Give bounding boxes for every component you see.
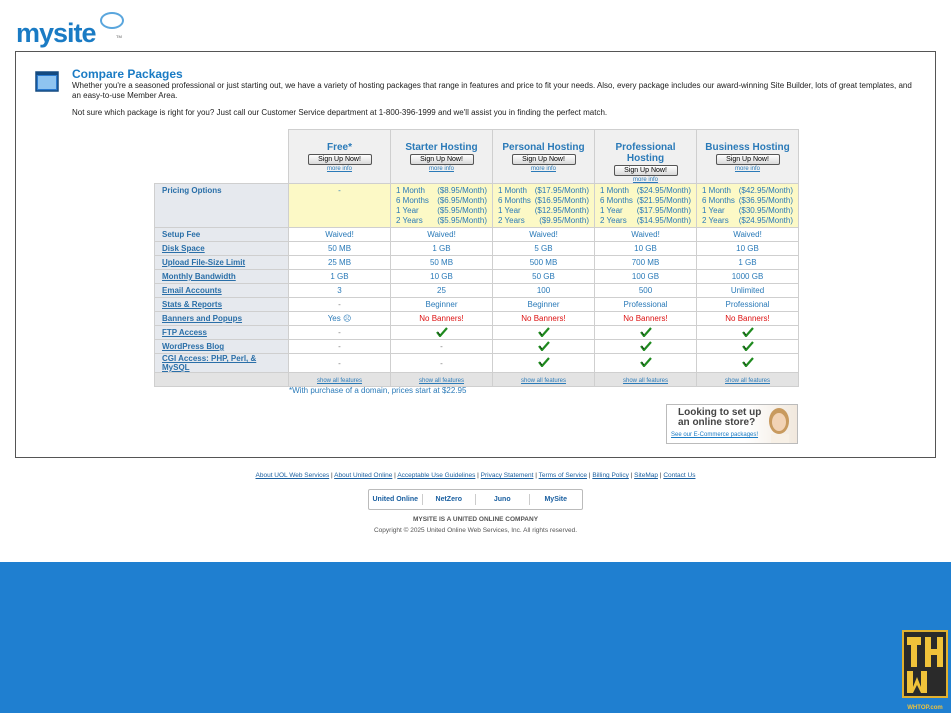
price-term: 1 Year [600, 206, 623, 215]
feature-value: - [289, 298, 391, 312]
price-amount: ($12.95/Month) [534, 206, 589, 215]
feature-value: 1 GB [697, 256, 799, 270]
footer-link-billing[interactable]: Billing Policy [592, 472, 629, 479]
feature-value: 1000 GB [697, 270, 799, 284]
watermark-text: WHTOP.com [907, 705, 943, 711]
feature-row [155, 256, 799, 270]
window-icon [34, 69, 60, 95]
price-amount: ($5.95/Month) [437, 216, 487, 225]
feature-label[interactable]: Disk Space [155, 242, 289, 256]
feature-label[interactable]: Upload File-Size Limit [155, 256, 289, 270]
feature-value: No Banners! [595, 312, 697, 326]
price-cell-business [697, 184, 799, 228]
feature-value: - [289, 340, 391, 354]
feature-value: 1 GB [391, 242, 493, 256]
price-amount: ($21.95/Month) [636, 196, 691, 205]
feature-value [595, 354, 697, 373]
checkmark-icon [742, 327, 754, 337]
more-info-link[interactable]: more info [326, 166, 352, 172]
feature-value [697, 340, 799, 354]
feature-value: 100 GB [595, 270, 697, 284]
help-text: Not sure which package is right for you? Just call our Customer Service department at 1-800-396-1999 and we'll assist you in finding the perfect match. [72, 108, 608, 117]
page-title: Compare Packages [72, 67, 183, 81]
checkmark-icon [538, 327, 550, 337]
feature-value: Waived! [493, 228, 595, 242]
price-amount: ($9.95/Month) [539, 216, 589, 225]
price-cell-personal [493, 184, 595, 228]
show-all-features-link[interactable]: show all features [520, 378, 567, 384]
checkmark-icon [436, 327, 448, 337]
price-amount: ($6.95/Month) [437, 196, 487, 205]
price-term: 2 Years [498, 216, 525, 225]
feature-value: Waived! [289, 228, 391, 242]
price-term: 1 Month [600, 186, 629, 195]
more-info-link[interactable]: more info [632, 177, 658, 183]
domain-price-note: *With purchase of a domain, prices start at $22.95 [289, 386, 467, 395]
show-all-features-link[interactable]: show all features [724, 378, 771, 384]
price-amount: ($16.95/Month) [534, 196, 589, 205]
price-amount: ($42.95/Month) [738, 186, 793, 195]
ad-line-1: Looking to set up [678, 407, 762, 418]
feature-value: 10 GB [595, 242, 697, 256]
price-term: 2 Years [702, 216, 729, 225]
feature-label[interactable]: Email Accounts [155, 284, 289, 298]
feature-row [155, 270, 799, 284]
plan-name: Business Hosting [705, 142, 790, 153]
feature-value: Yes ☹ [289, 312, 391, 326]
feature-row [155, 326, 799, 340]
feature-value: - [391, 354, 493, 373]
price-term: 1 Month [702, 186, 731, 195]
footer-links: About UOL Web Services | About United Online | Acceptable Use Guidelines | Privacy Statement | Terms of Service | Billing Policy | SiteMap | Contact Us [255, 472, 696, 479]
show-all-features-link[interactable]: show all features [418, 378, 465, 384]
feature-value: No Banners! [697, 312, 799, 326]
table-corner [155, 130, 289, 184]
sign-up-button[interactable]: Sign Up Now! [512, 154, 576, 165]
pricing-options-label: Pricing Options [155, 184, 289, 228]
compare-packages-panel [15, 51, 936, 458]
feature-value [595, 326, 697, 340]
footer-link-about-uol[interactable]: About UOL Web Services [255, 472, 330, 479]
brand-netzero[interactable]: NetZero [423, 494, 477, 505]
feature-value: Professional [697, 298, 799, 312]
show-all-cell [697, 373, 799, 387]
feature-value [493, 326, 595, 340]
ecommerce-ad-banner[interactable] [666, 404, 798, 444]
feature-label[interactable]: Monthly Bandwidth [155, 270, 289, 284]
price-amount: ($17.95/Month) [534, 186, 589, 195]
copyright: Copyright © 2025 United Online Web Services, Inc. All rights reserved. [373, 527, 577, 534]
feature-row [155, 312, 799, 326]
feature-value: 50 GB [493, 270, 595, 284]
price-term: 1 Year [396, 206, 419, 215]
checkmark-icon [640, 341, 652, 351]
footer-link-about-united-online[interactable]: About United Online [334, 472, 393, 479]
feature-value: Waived! [595, 228, 697, 242]
feature-value: Waived! [391, 228, 493, 242]
feature-value: - [391, 340, 493, 354]
feature-value [595, 340, 697, 354]
checkmark-icon [640, 327, 652, 337]
bottom-blue-bar [0, 562, 951, 713]
footer-link-contact[interactable]: Contact Us [663, 472, 696, 479]
footer-link-privacy[interactable]: Privacy Statement [480, 472, 534, 479]
feature-value: - [289, 354, 391, 373]
show-all-cell [391, 373, 493, 387]
feature-value: 700 MB [595, 256, 697, 270]
price-term: 1 Year [702, 206, 725, 215]
checkmark-icon [742, 341, 754, 351]
feature-value: 10 GB [697, 242, 799, 256]
plan-name: Personal Hosting [502, 142, 585, 153]
more-info-link[interactable]: more info [734, 166, 760, 172]
more-info-link[interactable]: more info [428, 166, 454, 172]
comparison-table [154, 129, 799, 387]
feature-value: 5 GB [493, 242, 595, 256]
checkmark-icon [742, 357, 754, 367]
feature-value: Beginner [391, 298, 493, 312]
feature-value [697, 326, 799, 340]
ad-headline [678, 408, 761, 428]
plan-header-business [697, 130, 799, 184]
price-term: 2 Years [600, 216, 627, 225]
plan-header-free [289, 130, 391, 184]
pricing-row [155, 184, 799, 228]
footer-link-acceptable-use[interactable]: Acceptable Use Guidelines [397, 472, 476, 479]
show-all-cell [595, 373, 697, 387]
footer-link-terms[interactable]: Terms of Service [538, 472, 588, 479]
price-cell-starter [391, 184, 493, 228]
feature-value: 50 MB [391, 256, 493, 270]
feature-value [697, 354, 799, 373]
feature-value: 100 [493, 284, 595, 298]
sign-up-button[interactable]: Sign Up Now! [716, 154, 780, 165]
feature-value [391, 326, 493, 340]
sign-up-button[interactable]: Sign Up Now! [308, 154, 372, 165]
price-amount: ($5.95/Month) [437, 206, 487, 215]
brand-juno[interactable]: Juno [476, 494, 530, 505]
checkmark-icon [538, 357, 550, 367]
price-term: 1 Month [498, 186, 527, 195]
footer-link-sitemap[interactable]: SiteMap [634, 472, 658, 479]
feature-label: Setup Fee [155, 228, 289, 242]
ad-line-2: an online store? [678, 417, 756, 428]
plan-name: Professional Hosting [615, 142, 676, 164]
feature-row [155, 354, 799, 373]
show-all-features-link[interactable]: show all features [622, 378, 669, 384]
feature-label[interactable]: Stats & Reports [155, 298, 289, 312]
feature-value: 25 [391, 284, 493, 298]
feature-value: 3 [289, 284, 391, 298]
logo-text: mysite [16, 18, 96, 48]
woman-photo-icon [763, 407, 793, 443]
plan-header-starter [391, 130, 493, 184]
show-all-cell [289, 373, 391, 387]
logo-trademark: TM [116, 34, 122, 39]
price-amount: ($14.95/Month) [636, 216, 691, 225]
feature-label[interactable]: WordPress Blog [155, 340, 289, 354]
feature-value: 50 MB [289, 242, 391, 256]
feature-value: 10 GB [391, 270, 493, 284]
feature-row [155, 284, 799, 298]
price-term: 6 Months [396, 196, 429, 205]
price-amount: ($17.95/Month) [636, 206, 691, 215]
feature-value: No Banners! [493, 312, 595, 326]
feature-row [155, 298, 799, 312]
plan-name: Starter Hosting [405, 142, 478, 153]
feature-label[interactable]: Banners and Popups [155, 312, 289, 326]
plan-name: Free* [326, 142, 352, 153]
sign-up-button[interactable]: Sign Up Now! [410, 154, 474, 165]
price-term: 1 Year [498, 206, 521, 215]
watermark-logo-icon [901, 629, 949, 701]
speech-bubble-icon [100, 12, 124, 29]
show-all-label-cell [155, 373, 289, 387]
price-cell-professional [595, 184, 697, 228]
price-amount: ($30.95/Month) [738, 206, 793, 215]
brand-mysite[interactable]: MySite [544, 496, 568, 503]
price-term: 6 Months [498, 196, 531, 205]
price-amount: ($36.95/Month) [738, 196, 793, 205]
price-term: 6 Months [600, 196, 633, 205]
feature-rows [155, 228, 799, 373]
feature-label[interactable]: CGI Access: PHP, Perl, & MySQL [155, 354, 289, 373]
checkmark-icon [640, 357, 652, 367]
whtop-watermark [901, 629, 949, 711]
feature-value: No Banners! [391, 312, 493, 326]
show-all-row [155, 373, 799, 387]
feature-value: 25 MB [289, 256, 391, 270]
price-term: 1 Month [396, 186, 425, 195]
feature-value: 1 GB [289, 270, 391, 284]
feature-row [155, 228, 799, 242]
feature-value [493, 340, 595, 354]
price-term: 6 Months [702, 196, 735, 205]
price-amount: ($8.95/Month) [437, 186, 487, 195]
intro-text: Whether you're a seasoned professional or just starting out, we have a variety of hosting packages that range in features and price to fit your needs. Also, every package includes our award-winning Site Builder, lots of great templates, and an easy-to-use Member Area. [72, 81, 912, 100]
sign-up-button[interactable]: Sign Up Now! [614, 165, 678, 176]
feature-row [155, 340, 799, 354]
plan-header-personal [493, 130, 595, 184]
price-amount: ($24.95/Month) [636, 186, 691, 195]
price-cell-free: - [289, 184, 391, 228]
more-info-link[interactable]: more info [530, 166, 556, 172]
feature-value: Waived! [697, 228, 799, 242]
show-all-features-link[interactable]: show all features [316, 378, 363, 384]
feature-value: Unlimited [697, 284, 799, 298]
feature-row [155, 242, 799, 256]
plan-header-row [155, 130, 799, 184]
brand-links [368, 489, 583, 510]
price-term: 2 Years [396, 216, 423, 225]
mysite-logo[interactable] [16, 12, 126, 52]
feature-value: 500 MB [493, 256, 595, 270]
brand-united-online[interactable]: United Online [369, 494, 423, 505]
price-amount: ($24.95/Month) [738, 216, 793, 225]
feature-value: Beginner [493, 298, 595, 312]
feature-value: 500 [595, 284, 697, 298]
feature-value: - [289, 326, 391, 340]
plan-header-professional [595, 130, 697, 184]
feature-label[interactable]: FTP Access [155, 326, 289, 340]
feature-value: Professional [595, 298, 697, 312]
company-statement: MYSITE IS A UNITED ONLINE COMPANY [412, 516, 539, 523]
show-all-cell [493, 373, 595, 387]
checkmark-icon [538, 341, 550, 351]
ecommerce-link[interactable]: See our E-Commerce packages! [671, 432, 759, 438]
feature-value [493, 354, 595, 373]
